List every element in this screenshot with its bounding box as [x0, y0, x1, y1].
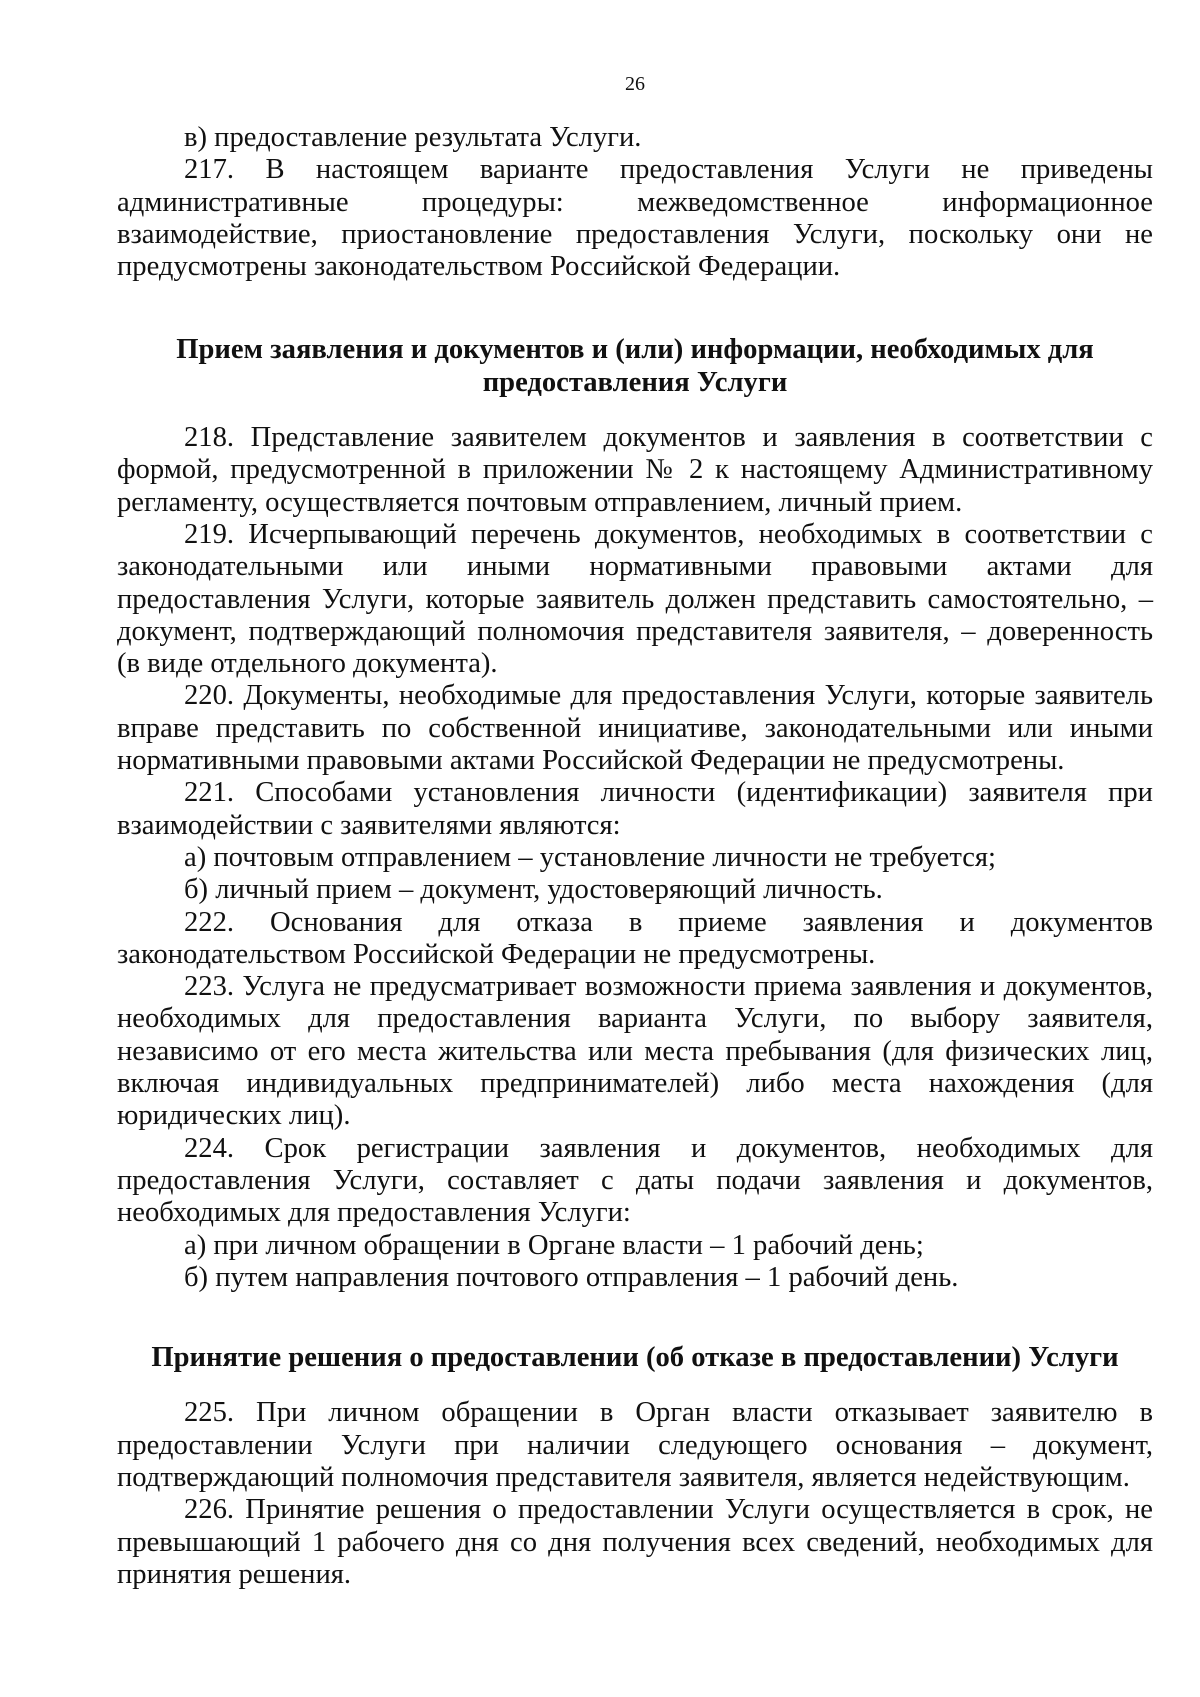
paragraph-222: 222. Основания для отказа в приеме заявления и документов законодательством Российской Федерации не предусмотрены. — [117, 906, 1153, 970]
paragraph-219: 219. Исчерпывающий перечень документов, необходимых в соответствии с законодательными или иными нормативными правовыми актами для предоставления Услуги, которые заявитель должен представить самостоятельно, – документ, подтверждающий полномочия представителя заявителя, – доверенность (в виде отдельного документа). — [117, 518, 1153, 680]
page-number: 26 — [625, 73, 645, 95]
paragraph-224-a: а) при личном обращении в Органе власти – 1 рабочий день; — [184, 1229, 924, 1261]
paragraph-220: 220. Документы, необходимые для предоставления Услуги, которые заявитель вправе представить по собственной инициативе, законодательными или иными нормативными правовыми актами Российской Федерации не предусмотрены. — [117, 680, 1153, 777]
document-body — [117, 122, 1153, 1591]
paragraph-225: 225. При личном обращении в Орган власти отказывает заявителю в предоставлении Услуги при наличии следующего основания – документ, подтверждающий полномочия представителя заявителя, является недействующим. — [117, 1397, 1153, 1493]
paragraph-224-b: б) путем направления почтового отправления – 1 рабочий день. — [184, 1261, 959, 1293]
paragraph-224: 224. Срок регистрации заявления и документов, необходимых для предоставления Услуги, составляет с даты подачи заявления и документов, необходимых для предоставления Услуги: — [117, 1132, 1153, 1229]
paragraph-226: 226. Принятие решения о предоставлении Услуги осуществляется в срок, не превышающий 1 рабочего дня со дня получения всех сведений, необходимых для принятия решения. — [117, 1494, 1153, 1590]
section-heading-decision: Принятие решения о предоставлении (об отказе в предоставлении) Услуги — [151, 1342, 1119, 1374]
paragraph-218: 218. Представление заявителем документов и заявления в соответствии с формой, предусмотренной в приложении № 2 к настоящему Административному регламенту, осуществляется почтовым отправлением, личный прием. — [117, 422, 1153, 518]
paragraph-item-v: в) предоставление результата Услуги. — [184, 122, 642, 153]
paragraph-217: 217. В настоящем варианте предоставления Услуги не приведены административные процедуры: межведомственное информационное взаимодействие, приостановление предоставления Услуги, поскольку они не предусмотрены законодательством Российской Федерации. — [117, 154, 1153, 283]
section-heading-reception: Прием заявления и документов и (или) информации, необходимых для предоставления Услуги — [176, 334, 1094, 398]
paragraph-221: 221. Способами установления личности (идентификации) заявителя при взаимодействии с заявителями являются: — [117, 777, 1153, 841]
paragraph-221-b: б) личный прием – документ, удостоверяющий личность. — [184, 874, 883, 906]
paragraph-221-a: а) почтовым отправлением – установление личности не требуется; — [184, 841, 996, 873]
paragraph-223: 223. Услуга не предусматривает возможности приема заявления и документов, необходимых для предоставления варианта Услуги, по выбору заявителя, независимо от его места жительства или места пребывания (для физических лиц, включая индивидуальных предпринимателей) либо места нахождения (для юридических лиц). — [117, 971, 1153, 1132]
